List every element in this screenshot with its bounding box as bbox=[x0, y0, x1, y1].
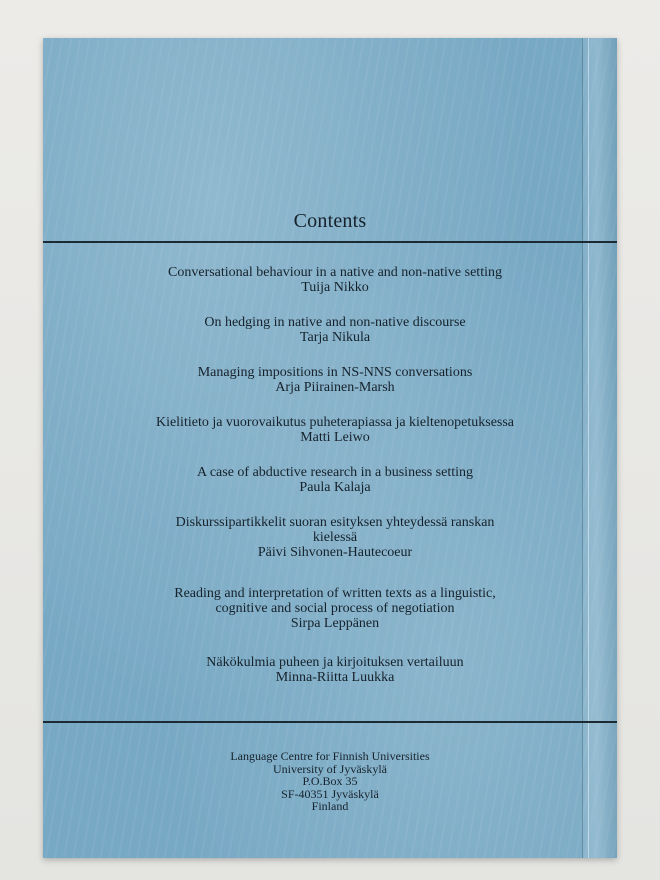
toc-entry-title: Diskurssipartikkelit suoran esityksen yhteydessä ranskan kielessä bbox=[175, 515, 495, 545]
top-divider bbox=[43, 241, 617, 243]
toc-entry bbox=[73, 586, 597, 631]
toc-entry-title: Reading and interpretation of written texts as a linguistic, cognitive and social process of negotiation bbox=[174, 586, 496, 616]
toc-entry bbox=[73, 315, 597, 345]
toc-entry bbox=[73, 515, 597, 560]
toc-entry bbox=[73, 415, 597, 445]
toc-entry-author: Tarja Nikula bbox=[299, 330, 371, 345]
publisher-city: SF-40351 Jyväskylä bbox=[281, 786, 379, 801]
toc-entry bbox=[73, 265, 597, 295]
toc-entry bbox=[73, 465, 597, 495]
toc-entry-author: Päivi Sihvonen-Hautecoeur bbox=[257, 545, 413, 560]
toc-entry bbox=[73, 365, 597, 395]
toc-entry-title: On hedging in native and non-native discourse bbox=[204, 315, 466, 330]
toc-entry-author: Arja Piirainen-Marsh bbox=[275, 380, 395, 395]
publisher-university: University of Jyväskylä bbox=[273, 761, 387, 776]
publisher-pobox: P.O.Box 35 bbox=[302, 774, 358, 788]
toc-entry-author: Minna-Riitta Luukka bbox=[275, 670, 395, 685]
toc-entry-author: Paula Kalaja bbox=[299, 480, 371, 495]
toc-entry-title: Conversational behaviour in a native and non-native setting bbox=[168, 265, 502, 280]
toc-entry-author: Matti Leiwo bbox=[300, 430, 370, 445]
toc-entry-author: Sirpa Leppänen bbox=[290, 616, 380, 631]
spine-crease bbox=[588, 38, 589, 858]
publisher-country: Finland bbox=[311, 799, 349, 813]
toc-entry-author: Tuija Nikko bbox=[301, 280, 369, 295]
toc-entry-title: A case of abductive research in a business setting bbox=[196, 465, 474, 480]
publisher-name: Language Centre for Finnish Universities bbox=[230, 749, 430, 763]
toc-entry-title: Managing impositions in NS-NNS conversations bbox=[197, 365, 473, 380]
book-back-cover bbox=[43, 38, 617, 858]
toc-entry-title: Kielitieto ja vuorovaikutus puheterapiassa ja kieltenopetuksessa bbox=[155, 415, 515, 430]
contents-heading: Contents bbox=[293, 210, 367, 232]
toc-entry-title: Näkökulmia puheen ja kirjoituksen vertailuun bbox=[206, 655, 464, 670]
toc-entry bbox=[73, 655, 597, 685]
bottom-divider bbox=[43, 721, 617, 723]
publisher-address bbox=[43, 750, 617, 813]
